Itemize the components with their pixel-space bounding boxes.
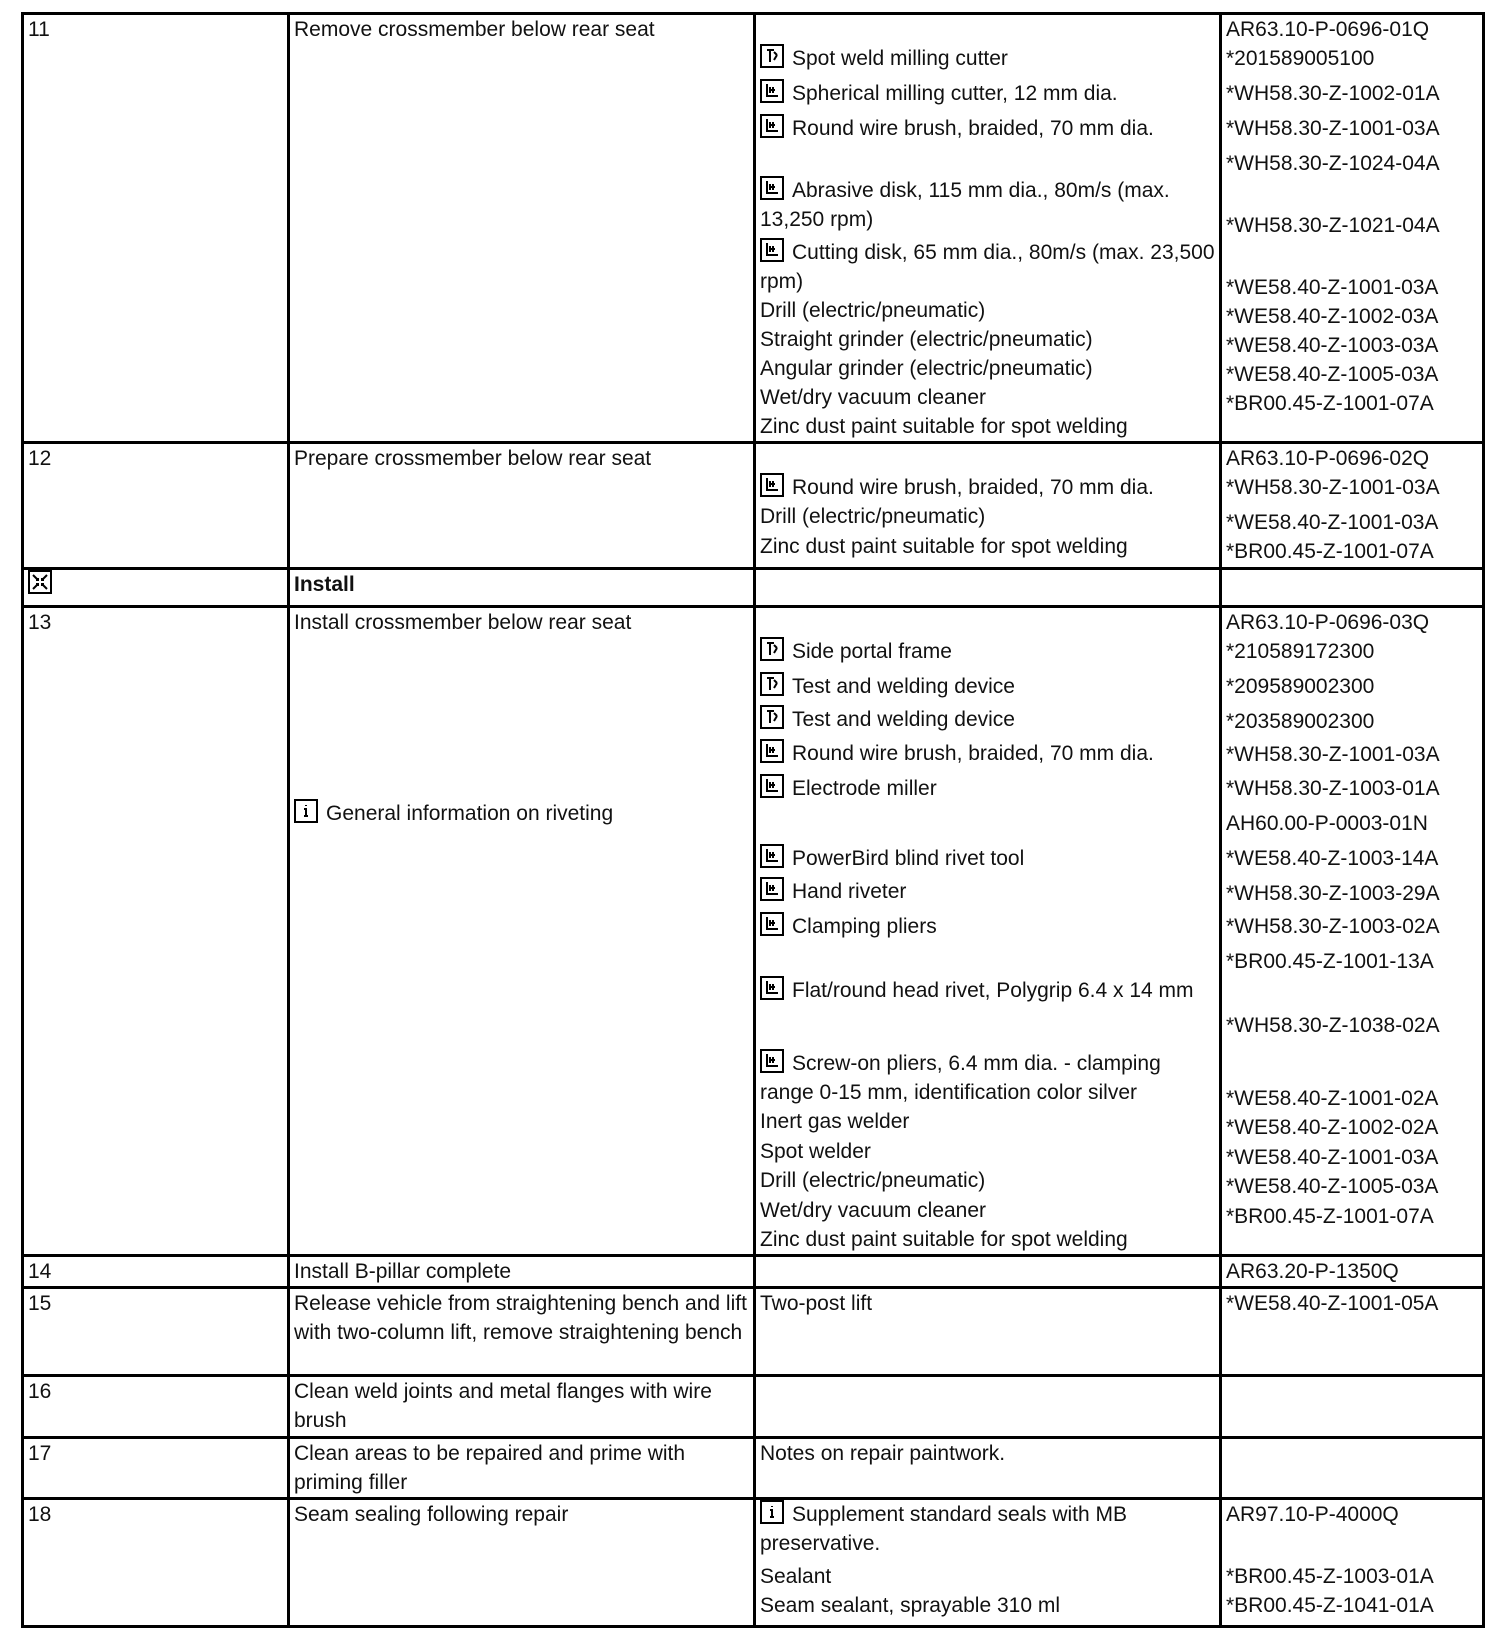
workshop-equipment-icon [760,79,784,103]
table-row [23,14,1484,443]
reference-cell [1221,607,1484,1256]
step-number: 11 [28,18,50,41]
reference-code[interactable]: *210589172300 [1226,640,1375,663]
reference-code[interactable]: *BR00.45-Z-1041-01A [1226,1594,1434,1617]
tool-item [760,1166,1215,1196]
step-description-cell [289,1256,755,1288]
tool-item [760,1225,1215,1254]
reference-code[interactable]: *WE58.40-Z-1001-02A [1226,1087,1439,1110]
table-row [23,1438,1484,1499]
reference-code[interactable]: AH60.00-P-0003-01N [1226,812,1428,835]
tool-item [760,383,1215,412]
reference-code[interactable]: *BR00.45-Z-1003-01A [1226,1565,1434,1588]
step-description: Seam sealing following repair [294,1503,569,1526]
tool-label: Angular grinder (electric/pneumatic) [760,357,1093,380]
step-number-cell [23,1288,289,1376]
tool-item [760,473,1215,502]
tool-label: Notes on repair paintwork. [760,1442,1006,1465]
workshop-equipment-icon [760,739,784,763]
step-description-cell [289,1376,755,1438]
tool-label: Electrode miller [792,777,937,800]
reference-code[interactable]: *WH58.30-Z-1038-02A [1226,1014,1440,1037]
tool-label: Spot weld milling cutter [792,47,1008,70]
reference-code[interactable]: *WH58.30-Z-1021-04A [1226,214,1440,237]
step-description-cell [289,443,755,569]
tool-item [760,1107,1215,1137]
table-row [23,1499,1484,1627]
step-number-cell [23,1376,289,1438]
tools-cell [755,569,1221,607]
reference-code[interactable]: *WH58.30-Z-1001-03A [1226,476,1440,499]
workshop-equipment-icon [760,238,784,262]
reference-code[interactable]: *WE58.40-Z-1003-14A [1226,847,1439,870]
reference-cell [1221,14,1484,443]
tool-label: Drill (electric/pneumatic) [760,1169,986,1192]
tool-label: Sealant [760,1565,832,1588]
step-number: 14 [28,1260,52,1283]
special-tool-icon [760,637,784,661]
table-row [23,1256,1484,1288]
tool-item [760,176,1215,238]
workshop-equipment-icon [760,912,784,936]
reference-code[interactable]: *WE58.40-Z-1005-03A [1226,363,1439,386]
step-number: 18 [28,1503,52,1526]
tool-item [760,672,1215,705]
table-row [23,443,1484,569]
section-heading: Install [294,573,355,596]
tool-item [760,1137,1215,1166]
step-number-cell [23,1256,289,1288]
tool-label: Round wire brush, braided, 70 mm dia. [792,117,1154,140]
reference-code[interactable]: AR97.10-P-4000Q [1226,1503,1399,1526]
workshop-equipment-icon [760,774,784,798]
special-tool-icon [760,672,784,696]
reference-code[interactable]: *WE58.40-Z-1003-03A [1226,334,1439,357]
tool-item [760,1289,1215,1318]
workshop-equipment-icon [760,176,784,200]
tool-item [760,1049,1215,1107]
tool-item [760,325,1215,354]
tool-item [760,844,1215,877]
reference-cell [1221,1256,1484,1288]
tool-label: Supplement standard seals with MB preservative. [760,1503,1128,1555]
step-description: Install B-pillar complete [294,1260,512,1283]
reference-code[interactable]: *201589005100 [1226,47,1375,70]
reference-cell [1221,1288,1484,1376]
tool-label: Spherical milling cutter, 12 mm dia. [792,82,1118,105]
reference-code[interactable]: *WH58.30-Z-1003-02A [1226,915,1440,938]
tool-label: Inert gas welder [760,1110,910,1133]
tool-item [760,912,1215,976]
step-number: 17 [28,1442,52,1465]
install-icon [28,570,52,594]
workshop-equipment-icon [760,877,784,901]
step-number: 15 [28,1292,52,1315]
tool-label: Drill (electric/pneumatic) [760,299,986,322]
tool-label: PowerBird blind rivet tool [792,847,1025,870]
step-description-cell [289,569,755,607]
reference-code[interactable]: *209589002300 [1226,675,1375,698]
tool-label: Drill (electric/pneumatic) [760,505,986,528]
workshop-equipment-icon [760,844,784,868]
step-number-cell [23,14,289,443]
workshop-equipment-icon [760,1049,784,1073]
step-description: Clean areas to be repaired and prime with priming filler [294,1442,686,1494]
special-tool-icon [760,44,784,68]
tool-item [760,1591,1215,1621]
tool-item [760,774,1215,809]
reference-cell [1221,1438,1484,1499]
tool-label: Two-post lift [760,1292,873,1315]
tool-item [760,1500,1215,1562]
reference-cell [1221,1376,1484,1438]
workshop-equipment-icon [760,976,784,1000]
step-number-cell [23,569,289,607]
tool-item [760,1439,1215,1468]
tool-item [760,79,1215,114]
step-number: 13 [28,611,52,634]
reference-code[interactable]: *WH58.30-Z-1024-04A [1226,152,1440,175]
reference-cell [1221,1499,1484,1627]
tool-label: Test and welding device [792,675,1015,698]
tools-cell [755,607,1221,1256]
reference-code[interactable]: *WH58.30-Z-1001-03A [1226,117,1440,140]
reference-code[interactable]: *WE58.40-Z-1002-03A [1226,305,1439,328]
section-row [23,569,1484,607]
reference-code[interactable]: *WE58.40-Z-1001-03A [1226,1146,1439,1169]
tool-label: Wet/dry vacuum cleaner [760,1199,987,1222]
reference-code[interactable]: *BR00.45-Z-1001-07A [1226,1205,1434,1228]
step-description: Clean weld joints and metal flanges with wire brush [294,1380,712,1432]
tool-label: Round wire brush, braided, 70 mm dia. [792,742,1154,765]
step-number-cell [23,443,289,569]
step-number: 12 [28,447,52,470]
tool-label: Spot welder [760,1140,871,1163]
tool-item [760,354,1215,383]
reference-code[interactable]: *WH58.30-Z-1002-01A [1226,82,1440,105]
tool-item [760,532,1215,561]
table-row [23,1288,1484,1376]
reference-code[interactable]: *WE58.40-Z-1001-03A [1226,276,1439,299]
tool-label: Seam sealant, sprayable 310 ml [760,1594,1060,1617]
step-description: Install crossmember below rear seat [294,611,632,634]
workshop-equipment-icon [760,114,784,138]
table-row [23,1376,1484,1438]
tool-spacer [760,15,1215,44]
tool-item [760,739,1215,774]
reference-code[interactable]: *WE58.40-Z-1002-02A [1226,1116,1439,1139]
tool-label: Screw-on pliers, 6.4 mm dia. - clamping range 0-15 mm, identification color silver [760,1052,1161,1104]
tools-cell [755,14,1221,443]
repair-procedure-table [21,12,1485,1628]
reference-code[interactable]: *WH58.30-Z-1001-03A [1226,743,1440,766]
reference-code[interactable]: AR63.10-P-0696-03Q [1226,611,1430,634]
tool-item [760,502,1215,532]
info-icon [760,1500,784,1524]
tools-cell [755,1256,1221,1288]
tool-item [760,637,1215,672]
tool-item [760,1196,1215,1225]
special-tool-icon [760,705,784,729]
info-icon [294,799,318,823]
tool-label: Wet/dry vacuum cleaner [760,386,987,409]
step-description-cell [289,1499,755,1627]
tool-item [760,705,1215,739]
reference-code[interactable]: AR63.10-P-0696-01Q [1226,18,1430,41]
step-number-cell [23,607,289,1256]
tool-label: Flat/round head rivet, Polygrip 6.4 x 14 mm [792,979,1194,1002]
reference-code[interactable]: *WH58.30-Z-1003-01A [1226,777,1440,800]
reference-code[interactable]: *WE58.40-Z-1005-03A [1226,1175,1439,1198]
step-number: 16 [28,1380,52,1403]
reference-code[interactable]: AR63.20-P-1350Q [1226,1260,1399,1283]
tool-label: Test and welding device [792,708,1015,731]
tool-label: Zinc dust paint suitable for spot welding [760,415,1128,438]
tools-cell [755,1438,1221,1499]
tool-item [760,238,1215,296]
step-description-cell [289,1438,755,1499]
step-description: Prepare crossmember below rear seat [294,447,652,470]
reference-code[interactable]: *BR00.45-Z-1001-07A [1226,540,1434,563]
tool-label: Cutting disk, 65 mm dia., 80m/s (max. 23,500 rpm) [760,241,1215,293]
tool-label: Abrasive disk, 115 mm dia., 80m/s (max. 13,250 rpm) [760,179,1170,231]
step-number-cell [23,1499,289,1627]
reference-code[interactable]: *WE58.40-Z-1001-03A [1226,511,1439,534]
workshop-equipment-icon [760,473,784,497]
tool-item [760,976,1215,1049]
tool-item [760,114,1215,176]
step-description: Remove crossmember below rear seat [294,18,655,41]
reference-code[interactable]: *BR00.45-Z-1001-07A [1226,392,1434,415]
tool-item [760,877,1215,912]
tools-cell [755,1499,1221,1627]
info-link-label: General information on riveting [326,802,614,825]
tool-label: Round wire brush, braided, 70 mm dia. [792,476,1154,499]
tool-label: Zinc dust paint suitable for spot welding [760,1228,1128,1251]
step-description-cell [289,607,755,1256]
reference-code[interactable]: AR63.10-P-0696-02Q [1226,447,1430,470]
tool-spacer [760,608,1215,637]
reference-code[interactable]: *BR00.45-Z-1001-13A [1226,950,1434,973]
tool-label: Zinc dust paint suitable for spot welding [760,535,1128,558]
step-description-cell [289,14,755,443]
reference-cell [1221,569,1484,607]
tool-label: Side portal frame [792,640,952,663]
tools-cell [755,1288,1221,1376]
step-description-cell [289,1288,755,1376]
tool-item [760,296,1215,325]
tool-label: Clamping pliers [792,915,937,938]
step-number-cell [23,1438,289,1499]
info-link[interactable] [294,799,749,828]
tool-spacer [760,809,1215,844]
tool-label: Hand riveter [792,880,907,903]
reference-cell [1221,443,1484,569]
tool-label: Straight grinder (electric/pneumatic) [760,328,1093,351]
reference-code[interactable]: *WH58.30-Z-1003-29A [1226,882,1440,905]
tool-item [760,44,1215,79]
tools-cell [755,1376,1221,1438]
reference-code[interactable]: *WE58.40-Z-1001-05A [1226,1292,1439,1315]
tool-item [760,1562,1215,1591]
tool-item [760,412,1215,441]
reference-code[interactable]: *203589002300 [1226,710,1375,733]
step-description: Release vehicle from straightening bench and lift with two-column lift, remove straightening bench [294,1292,747,1344]
tool-spacer [760,444,1215,473]
tools-cell [755,443,1221,569]
table-row [23,607,1484,1256]
